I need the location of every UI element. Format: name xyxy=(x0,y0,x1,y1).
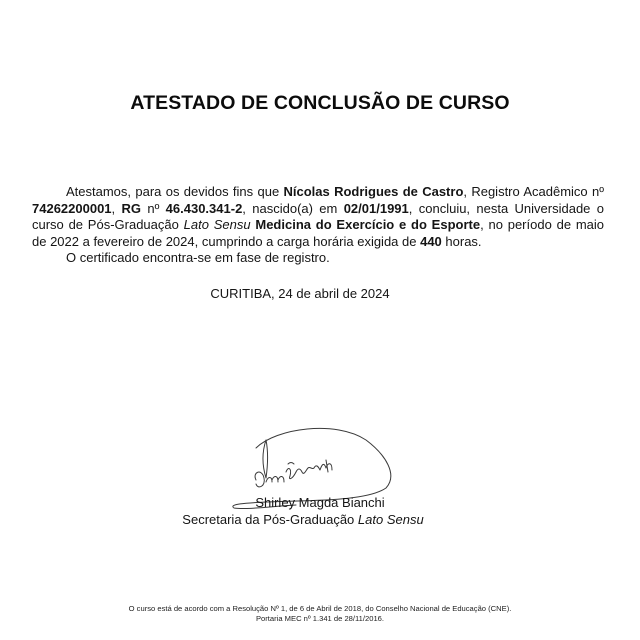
text-segment: , xyxy=(111,200,122,216)
signer-name: Shirley Magda Bianchi xyxy=(255,495,385,510)
certificate-body xyxy=(32,184,604,267)
signer-role xyxy=(0,512,606,527)
text-segment: , concluiu, nesta Universidade o curso de Pós-Graduação xyxy=(32,200,604,233)
registration-note: O certificado encontra-se em fase de registro. xyxy=(66,250,330,266)
course-type: Lato Sensu xyxy=(183,217,251,233)
text-segment: horas. xyxy=(441,233,482,249)
course-hours: 440 xyxy=(420,233,442,249)
text-segment: Atestamos, para os devidos fins que xyxy=(66,184,284,199)
rg-number: 46.430.341-2 xyxy=(165,200,243,216)
course-name: Medicina do Exercício e do Esporte xyxy=(255,217,481,233)
document-title: ATESTADO DE CONCLUSÃO DE CURSO xyxy=(130,92,510,114)
role-text: Secretaria da Pós-Graduação xyxy=(182,512,358,527)
footer-line-resolution: O curso está de acordo com a Resolução Nº 1, de 6 de Abril de 2018, do Conselho Nacional de Educação (CNE). xyxy=(128,604,512,613)
text-segment: , Registro Acadêmico nº xyxy=(463,184,604,199)
text-segment: , no período de maio de 2022 a fevereiro de 2024, cumprindo a carga horária exigida de xyxy=(32,217,604,249)
birth-date: 02/01/1991 xyxy=(343,200,409,216)
footer-note xyxy=(0,604,640,623)
registro-academico: 74262200001 xyxy=(32,200,112,216)
student-name: Nícolas Rodrigues de Castro xyxy=(283,184,464,199)
footer-line-portaria: Portaria MEC nº 1.341 de 28/11/2016. xyxy=(255,613,384,623)
rg-label: RG xyxy=(121,200,141,216)
certification-paragraph xyxy=(32,184,604,250)
text-segment: nº xyxy=(141,200,166,216)
place-and-date: CURITIBA, 24 de abril de 2024 xyxy=(210,286,390,301)
role-italic-text: Lato Sensu xyxy=(357,512,424,527)
text-segment: , nascido(a) em xyxy=(242,200,344,216)
